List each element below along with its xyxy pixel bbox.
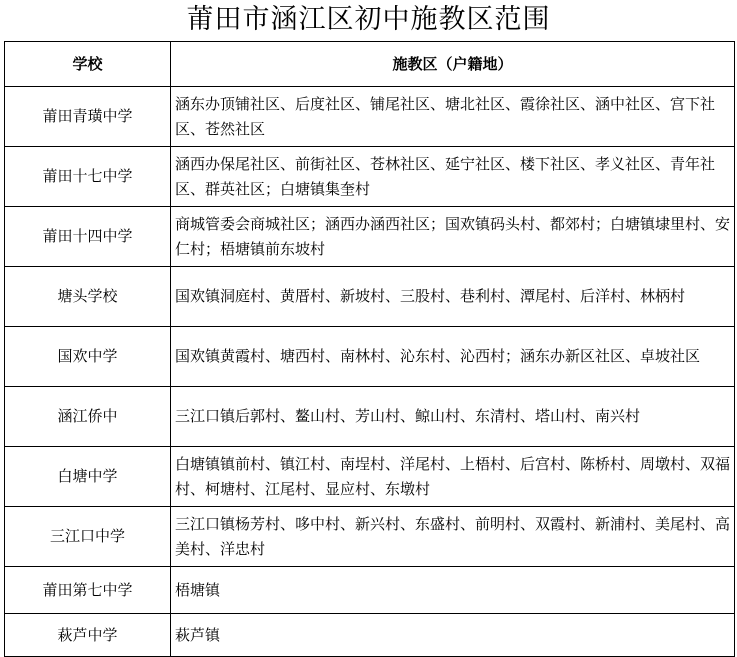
district-table	[4, 41, 735, 657]
table-row	[5, 147, 735, 207]
area-cell: 涵西办保尾社区、前街社区、苍林社区、延宁社区、楼下社区、孝义社区、青年社区、群英社区；白塘镇集奎村	[171, 147, 735, 207]
school-cell: 涵江侨中	[5, 387, 171, 447]
school-cell: 国欢中学	[5, 327, 171, 387]
school-cell: 莆田第七中学	[5, 567, 171, 614]
area-cell: 国欢镇洞庭村、黄厝村、新坡村、三股村、巷利村、潭尾村、后洋村、林柄村	[171, 267, 735, 327]
school-cell: 莆田十七中学	[5, 147, 171, 207]
table-row	[5, 567, 735, 614]
table-row	[5, 507, 735, 567]
area-cell: 商城管委会商城社区；涵西办涵西社区；国欢镇码头村、都郊村；白塘镇埭里村、安仁村；梧塘镇前东坡村	[171, 207, 735, 267]
area-cell: 萩芦镇	[171, 614, 735, 657]
table-header-row	[5, 42, 735, 87]
school-cell: 三江口中学	[5, 507, 171, 567]
school-cell: 莆田十四中学	[5, 207, 171, 267]
page-title: 莆田市涵江区初中施教区范围	[186, 4, 551, 35]
table-row	[5, 87, 735, 147]
school-cell: 莆田青璜中学	[5, 87, 171, 147]
area-cell: 国欢镇黄霞村、塘西村、南林村、沁东村、沁西村；涵东办新区社区、卓坡社区	[171, 327, 735, 387]
table-row	[5, 387, 735, 447]
area-cell: 三江口镇杨芳村、哆中村、新兴村、东盛村、前明村、双霞村、新浦村、美尾村、高美村、洋忠村	[171, 507, 735, 567]
school-cell: 萩芦中学	[5, 614, 171, 657]
area-cell: 梧塘镇	[171, 567, 735, 614]
area-cell: 白塘镇镇前村、镇江村、南埕村、洋尾村、上梧村、后宫村、陈桥村、周墩村、双福村、柯塘村、江尾村、显应村、东墩村	[171, 447, 735, 507]
school-cell: 塘头学校	[5, 267, 171, 327]
school-cell: 白塘中学	[5, 447, 171, 507]
area-cell: 三江口镇后郭村、鳌山村、芳山村、鲸山村、东清村、塔山村、南兴村	[171, 387, 735, 447]
table-row	[5, 447, 735, 507]
header-school: 学校	[5, 42, 171, 87]
area-cell: 涵东办顶铺社区、后度社区、铺尾社区、塘北社区、霞徐社区、涵中社区、宫下社区、苍然社区	[171, 87, 735, 147]
table-row	[5, 327, 735, 387]
table-row	[5, 614, 735, 657]
table-row	[5, 207, 735, 267]
header-area: 施教区（户籍地）	[171, 42, 735, 87]
table-row	[5, 267, 735, 327]
